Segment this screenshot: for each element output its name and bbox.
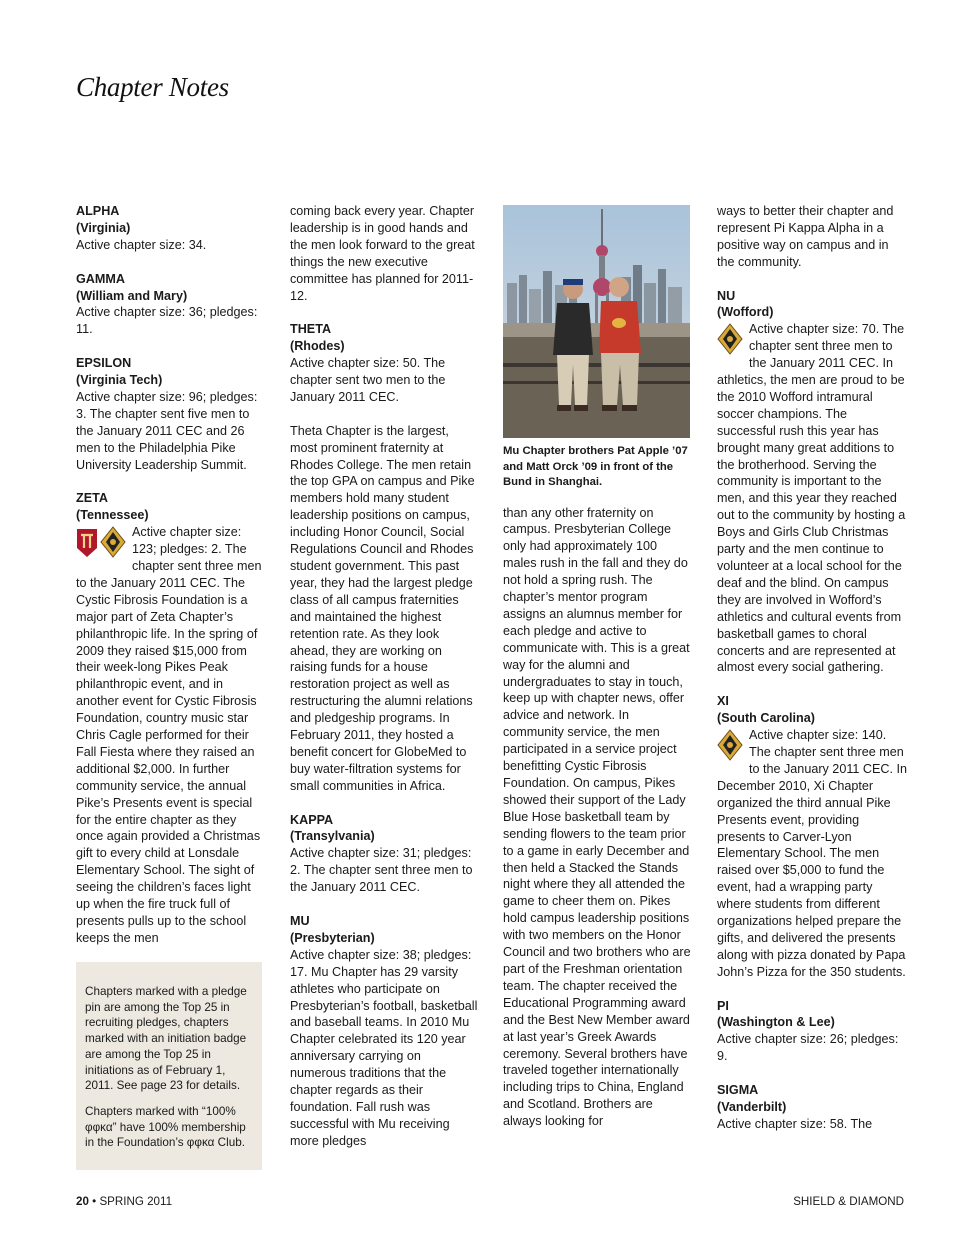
chapter-school: (Vanderbilt) (717, 1099, 787, 1114)
legend-note-box (76, 962, 262, 1170)
chapter-text: Active chapter size: 31; pledges: 2. The chapter sent three men to the January 2011 CEC. (290, 846, 473, 895)
chapter-name: MU (290, 914, 310, 928)
chapter-text: coming back every year. Chapter leadership is in good hands and the men look forward to the great things the new executive committee has planned for 2011-12. (290, 204, 475, 303)
chapter-xi (717, 693, 907, 980)
chapter-name: KAPPA (290, 812, 334, 827)
chapter-school: (Washington & Lee) (717, 1015, 835, 1030)
chapter-name: EPSILON (76, 356, 132, 371)
chapter-name: NU (717, 288, 736, 303)
note-text: Chapters marked with “100% φφκα” have 100% membership in the Foundation’s φφκα Club. (85, 1104, 246, 1150)
issue-label: SPRING 2011 (99, 1195, 173, 1208)
chapter-name: ZETA (76, 491, 108, 506)
chapter-text: Active chapter size: 36; pledges: 11. (76, 305, 258, 337)
chapter-school: (Tennessee) (76, 508, 149, 523)
chapter-name: XI (717, 694, 729, 709)
chapter-alpha (76, 203, 264, 254)
chapter-mu-continued (717, 203, 907, 271)
initiation-badge-icon (100, 526, 126, 558)
xi-markers (717, 729, 743, 763)
chapter-school: (William and Mary) (76, 288, 188, 303)
chapter-school: (Virginia Tech) (76, 373, 163, 388)
note-text: Chapters marked with a pledge pin are among the Top 25 in recruiting pledges, chapters marked with an initiation badge are among the Top 25 in initiations as of February 1, 2011. See page 23 for details. (85, 985, 247, 1093)
chapter-text: Active chapter size: 50. The chapter sent two men to the January 2011 CEC. (290, 356, 446, 404)
zeta-markers (76, 526, 126, 560)
chapter-kappa (290, 812, 478, 897)
chapter-name: PI (717, 998, 729, 1013)
page-number: 20 (76, 1195, 89, 1208)
chapter-text: Active chapter size: 70. The chapter sent three men to the January 2011 CEC. In athletics, the men are proud to be the 2010 Wofford intramural soccer champions. The successful rush this year has brought many great additions to the brotherhood. Serving the community is important to the men, and this year they reached out to the community by hosting a Boys and Girls Club Christmas party and the men continue to volunteer at a local school for the deaf and the blind. On campus they are involved in Wofford’s athletics and cultural events from basketball games to choral concerts and are represented at almost every social gathering. (717, 322, 906, 675)
chapter-school: (South Carolina) (717, 711, 815, 726)
chapter-epsilon (76, 355, 264, 473)
chapter-pi (717, 998, 907, 1066)
chapter-text: than any other fraternity on campus. Presbyterian College only had approximately 100 males rush in the fall and they do not hold a spring rush. The chapter’s mentor program assigns an alumnus member for each pledge and active to communicate with. This is a great way for the alumni and undergraduates to stay in touch, keep up with chapter news, offer advice and network. In community service, the men participated in a service project benefitting Cystic Fibrosis Foundation. On campus, Pikes showed their support of the Lady Blue Hose basketball team by sending flowers to the team prior to a game in early December and then held a Stacked the Stands night where they all attended the game to cheer them on. Pikes hold campus leadership positions with two members on the Honor Council and two brothers who are part of the Freshman orientation team. The chapter received the Educational Programming award and the Best New Member award at last year’s Greek Awards ceremony. Several brothers have traveled together internationally including trips to China, England and Scotland. Brothers are always looking for (503, 505, 691, 1129)
nu-markers (717, 323, 743, 357)
chapter-text: Active chapter size: 123; pledges: 2. The chapter sent three men to the January 2011 CEC. The Cystic Fibrosis Foundation is a major part of Zeta Chapter’s philanthropic life. In the spring of 2009 they raised $15,000 from their week-long Pikes Peak philanthropic event, and in another event for Cystic Fibrosis Foundation, country music star Chris Cagle performed for their Fall Fiesta where they raised an additional $2,000. In further community service, the annual Pike’s Presents event is special for the entire chapter as they once again provided a Christmas gift to every child at Lonsdale Elementary School. The sight of seeing the children’s faces light up when the fire truck full of presents pulls up to the school keeps the men (76, 525, 262, 945)
footer-separator: • (92, 1195, 97, 1208)
initiation-badge-icon (717, 323, 743, 355)
chapter-text: Active chapter size: 26; pledges: 9. (717, 1032, 899, 1064)
chapter-name: ALPHA (76, 204, 120, 218)
photo-caption: Mu Chapter brothers Pat Apple ’07 and Matt Orck ’09 in front of the Bund in Shanghai. (503, 445, 688, 488)
chapter-gamma (76, 271, 264, 339)
chapter-text: Active chapter size: 38; pledges: 17. Mu Chapter has 29 varsity athletes who participate on Presbyterian’s football, basketball and baseball teams. In 2010 Mu Chapter celebrated its 120 year anniversary carrying on numerous traditions that the chapter regards as their foundation. Fall rush was successful with Mu receiving more pledges (290, 947, 478, 1148)
chapter-name: SIGMA (717, 1083, 759, 1098)
chapter-school: (Wofford) (717, 305, 774, 320)
chapter-zeta (76, 490, 264, 946)
column-1 (76, 203, 264, 964)
chapter-text: Active chapter size: 34. (76, 237, 207, 252)
chapter-school: (Transylvania) (290, 829, 375, 844)
chapter-theta (290, 321, 478, 794)
shanghai-photo (503, 205, 690, 438)
column-2 (290, 203, 478, 1167)
chapter-name: GAMMA (76, 271, 125, 286)
chapter-school: (Presbyterian) (290, 930, 375, 945)
chapter-zeta-continued (290, 203, 478, 304)
chapter-mu (290, 913, 478, 1150)
chapter-name: THETA (290, 322, 332, 337)
chapter-text: Active chapter size: 96; pledges: 3. The chapter sent five men to the January 2011 CEC and 26 men to the Philadelphia Pike University Leadership Summit. (76, 389, 258, 472)
footer-page-info (76, 1195, 172, 1208)
publication-name: SHIELD & DIAMOND (793, 1195, 904, 1208)
page-title: Chapter Notes (76, 72, 229, 102)
pledge-pin-icon (76, 526, 98, 558)
chapter-text: Active chapter size: 58. The (717, 1116, 873, 1131)
chapter-text: Active chapter size: 140. The chapter sent three men to the January 2011 CEC. In December 2010, Xi Chapter organized the third annual Pike Presents event, providing presents to Carver-Lyon Elementary School. The men raised over $5,000 to fund the event, had a wrapping party where students from different organizations helped prepare the gifts, and delivered the presents along with pizza donated by Papa John’s Pizza for the 350 students. (717, 728, 907, 979)
chapter-text: Theta Chapter is the largest, most prominent fraternity at Rhodes College. The men retain the top GPA on campus and Pike members hold many student leadership positions on campus, including Honor Council, Social Regulations Council and Rhodes student government. This past year, they had the largest pledge class of all campus fraternities and maintained the highest retention rate. As they look ahead, they are working on raising funds for a house restoration project as well as restructuring the alumni relations and pledgeship programs. In February 2011, they hosted a benefit concert for GlobeMed to buy water-filtration systems for small communities in Africa. (290, 423, 475, 793)
chapter-nu (717, 288, 907, 677)
column-3 (503, 205, 693, 1130)
column-4 (717, 203, 907, 1150)
initiation-badge-icon (717, 729, 743, 761)
chapter-sigma (717, 1082, 907, 1133)
chapter-school: (Virginia) (76, 220, 131, 235)
chapter-text: ways to better their chapter and represent Pi Kappa Alpha in a positive way on campus and in the community. (717, 204, 894, 269)
chapter-school: (Rhodes) (290, 339, 345, 354)
